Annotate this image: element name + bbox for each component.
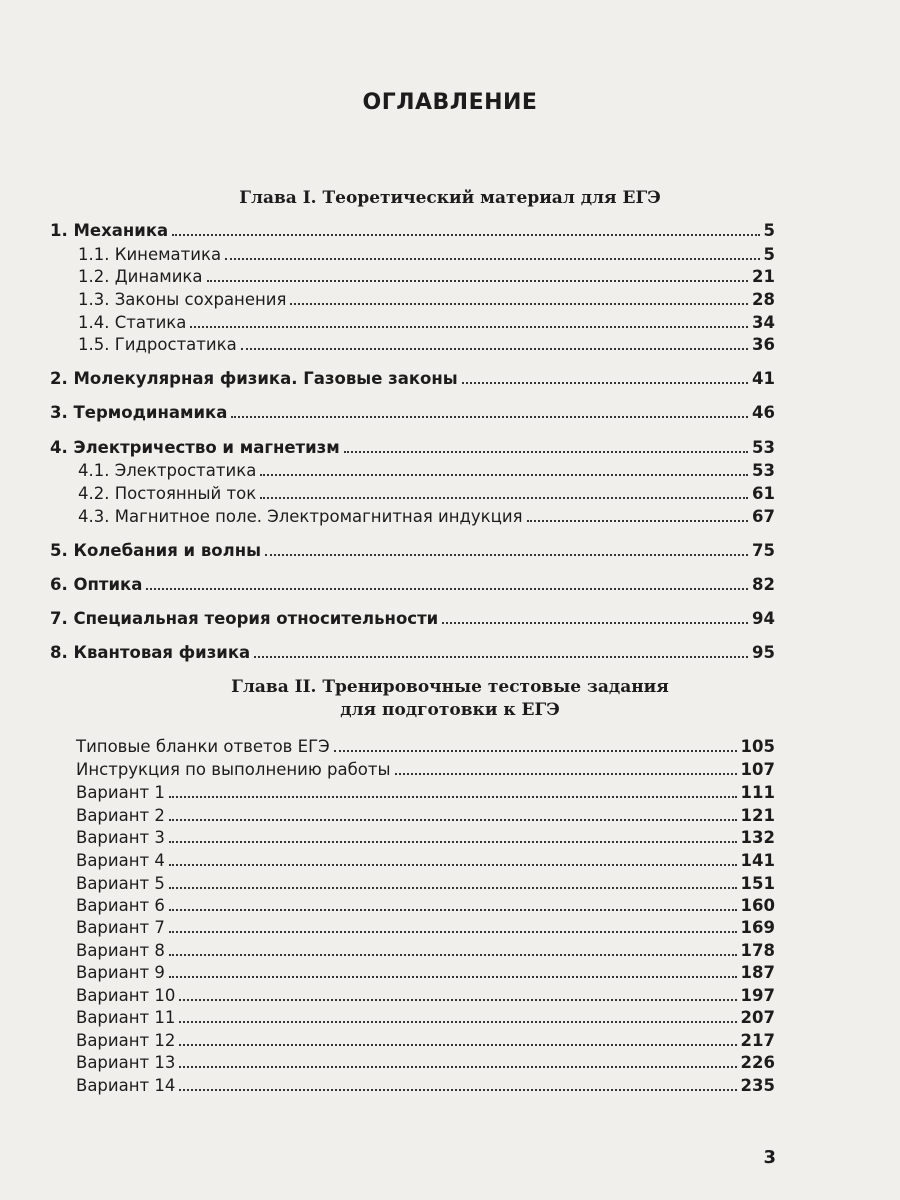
dot-leader — [169, 818, 737, 821]
toc-entry-label: 1.2. Динамика — [78, 267, 203, 286]
toc-entry[interactable] — [76, 736, 775, 758]
dot-leader — [254, 655, 748, 658]
toc-entry-page: 107 — [740, 760, 775, 779]
toc-entry[interactable] — [50, 402, 775, 424]
chapter-2-heading-line1: Глава II. Тренировочные тестовые задания — [231, 677, 669, 697]
toc-entry[interactable] — [50, 220, 775, 242]
page-number: 3 — [763, 1147, 776, 1168]
toc-entry[interactable] — [76, 1007, 775, 1029]
dot-leader — [231, 415, 748, 418]
toc-entry-label: Вариант 4 — [76, 851, 165, 870]
toc-entry[interactable] — [76, 805, 775, 827]
toc-entry-label: Вариант 9 — [76, 963, 165, 982]
toc-entry-page: 187 — [740, 963, 775, 982]
toc-entry-page: 207 — [740, 1008, 775, 1027]
toc-entry-page: 41 — [752, 369, 775, 388]
toc-entry[interactable] — [76, 782, 775, 804]
toc-entry[interactable] — [76, 1052, 775, 1074]
toc-entry[interactable] — [78, 483, 775, 505]
toc-entry-label: Вариант 8 — [76, 941, 165, 960]
toc-entry-label: Типовые бланки ответов ЕГЭ — [76, 737, 330, 756]
toc-entry-page: 94 — [752, 609, 775, 628]
toc-entry[interactable] — [50, 574, 775, 596]
toc-entry-label: Вариант 6 — [76, 896, 165, 915]
dot-leader — [179, 1020, 736, 1023]
toc-entry-page: 105 — [740, 737, 775, 756]
toc-entry[interactable] — [78, 334, 775, 356]
toc-entry-label: Вариант 2 — [76, 806, 165, 825]
toc-entry-label: 4. Электричество и магнетизм — [50, 438, 340, 457]
toc-entry-page: 5 — [763, 245, 775, 264]
toc-entry[interactable] — [76, 759, 775, 781]
toc-entry-page: 61 — [752, 484, 775, 503]
toc-entry-label: Вариант 5 — [76, 874, 165, 893]
dot-leader — [395, 772, 737, 775]
toc-entry[interactable] — [78, 312, 775, 334]
toc-entry-page: 160 — [740, 896, 775, 915]
toc-entry-label: 1.5. Гидростатика — [78, 335, 237, 354]
dot-leader — [169, 908, 737, 911]
toc-entry[interactable] — [76, 985, 775, 1007]
dot-leader — [260, 473, 748, 476]
toc-entry[interactable] — [76, 827, 775, 849]
toc-entry-page: 46 — [752, 403, 775, 422]
toc-entry-page: 67 — [752, 507, 775, 526]
toc-entry-page: 178 — [740, 941, 775, 960]
dot-leader — [260, 496, 748, 499]
dot-leader — [462, 381, 748, 384]
toc-entry-label: Вариант 1 — [76, 783, 165, 802]
toc-entry[interactable] — [78, 244, 775, 266]
toc-entry-page: 151 — [740, 874, 775, 893]
toc-entry-label: 4.3. Магнитное поле. Электромагнитная индукция — [78, 507, 523, 526]
toc-entry[interactable] — [50, 540, 775, 562]
toc-entry-label: Инструкция по выполнению работы — [76, 760, 391, 779]
toc-entry-page: 34 — [752, 313, 775, 332]
chapter-1-heading: Глава I. Теоретический материал для ЕГЭ — [239, 188, 661, 208]
toc-entry-page: 132 — [740, 828, 775, 847]
dot-leader — [172, 233, 759, 236]
toc-entry-label: 5. Колебания и волны — [50, 541, 262, 560]
toc-entry-label: Вариант 11 — [76, 1008, 176, 1027]
dot-leader — [241, 347, 748, 350]
toc-entry-label: Вариант 12 — [76, 1031, 176, 1050]
toc-entry-label: Вариант 13 — [76, 1053, 176, 1072]
toc-entry[interactable] — [76, 1075, 775, 1097]
dot-leader — [169, 930, 737, 933]
toc-entry-label: 1.1. Кинематика — [78, 245, 222, 264]
dot-leader — [169, 795, 737, 798]
toc-entry-label: 7. Специальная теория относительности — [50, 609, 439, 628]
toc-entry-label: 4.1. Электростатика — [78, 461, 257, 480]
page-title: ОГЛАВЛЕНИЕ — [362, 90, 538, 115]
toc-entry[interactable] — [76, 1030, 775, 1052]
toc-entry-page: 235 — [740, 1076, 775, 1095]
toc-entry-page: 36 — [752, 335, 775, 354]
chapter-2-heading-line2: для подготовки к ЕГЭ — [340, 700, 560, 720]
dot-leader — [527, 519, 748, 522]
toc-entry-page: 21 — [752, 267, 775, 286]
toc-entry-label: 1.3. Законы сохранения — [78, 290, 287, 309]
toc-entry[interactable] — [78, 506, 775, 528]
dot-leader — [225, 257, 759, 260]
toc-entry[interactable] — [76, 850, 775, 872]
toc-entry-label: Вариант 7 — [76, 918, 165, 937]
toc-entry-page: 111 — [740, 783, 775, 802]
toc-entry-page: 28 — [752, 290, 775, 309]
dot-leader — [169, 953, 737, 956]
toc-entry[interactable] — [78, 460, 775, 482]
dot-leader — [265, 553, 748, 556]
toc-entry[interactable] — [50, 642, 775, 664]
dot-leader — [290, 302, 748, 305]
toc-entry-page: 5 — [763, 221, 775, 240]
toc-entry-label: 8. Квантовая физика — [50, 643, 251, 662]
dot-leader — [207, 279, 749, 282]
dot-leader — [169, 840, 737, 843]
dot-leader — [169, 886, 737, 889]
dot-leader — [190, 325, 748, 328]
toc-entry-page: 226 — [740, 1053, 775, 1072]
toc-entry[interactable] — [78, 266, 775, 288]
toc-entry[interactable] — [76, 962, 775, 984]
toc-entry-page: 169 — [740, 918, 775, 937]
toc-entry-label: Вариант 3 — [76, 828, 165, 847]
toc-entry[interactable] — [76, 940, 775, 962]
toc-entry-page: 53 — [752, 438, 775, 457]
toc-entry-page: 82 — [752, 575, 775, 594]
toc-entry-page: 95 — [752, 643, 775, 662]
toc-entry-page: 121 — [740, 806, 775, 825]
dot-leader — [442, 621, 748, 624]
toc-entry[interactable] — [50, 608, 775, 630]
toc-entry-label: 1.4. Статика — [78, 313, 187, 332]
toc-entry[interactable] — [78, 289, 775, 311]
toc-entry-page: 217 — [740, 1031, 775, 1050]
toc-entry-label: 3. Термодинамика — [50, 403, 228, 422]
toc-entry-label: 2. Молекулярная физика. Газовые законы — [50, 369, 458, 388]
dot-leader — [334, 749, 737, 752]
toc-entry[interactable] — [76, 917, 775, 939]
dot-leader — [169, 863, 737, 866]
toc-entry-label: 4.2. Постоянный ток — [78, 484, 257, 503]
toc-entry-label: 1. Механика — [50, 221, 169, 240]
toc-entry-page: 141 — [740, 851, 775, 870]
toc-entry[interactable] — [50, 437, 775, 459]
dot-leader — [179, 1065, 736, 1068]
toc-entry-label: Вариант 10 — [76, 986, 176, 1005]
toc-entry[interactable] — [76, 895, 775, 917]
toc-entry-page: 75 — [752, 541, 775, 560]
toc-entry-label: Вариант 14 — [76, 1076, 176, 1095]
toc-entry[interactable] — [50, 368, 775, 390]
dot-leader — [344, 450, 748, 453]
dot-leader — [179, 1043, 736, 1046]
dot-leader — [179, 1088, 736, 1091]
dot-leader — [179, 998, 736, 1001]
toc-entry-page: 53 — [752, 461, 775, 480]
toc-entry-label: 6. Оптика — [50, 575, 143, 594]
dot-leader — [146, 587, 748, 590]
dot-leader — [169, 975, 737, 978]
toc-entry[interactable] — [76, 873, 775, 895]
toc-entry-page: 197 — [740, 986, 775, 1005]
